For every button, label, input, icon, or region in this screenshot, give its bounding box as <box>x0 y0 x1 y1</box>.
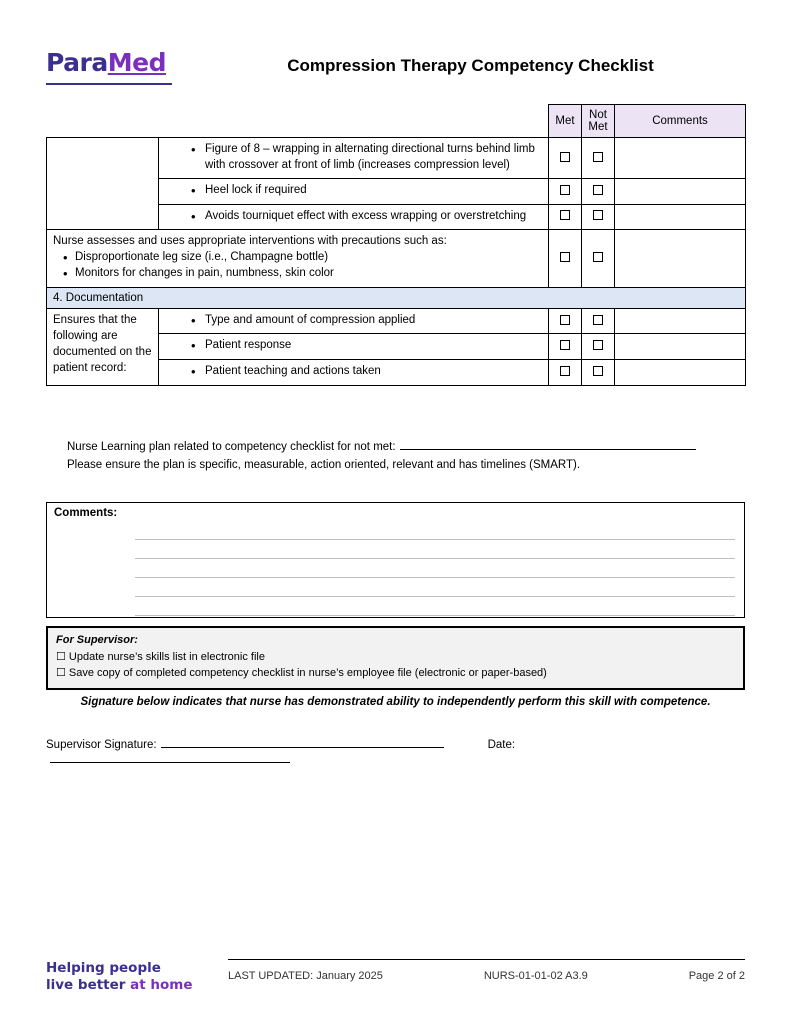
signature-statement: Signature below indicates that nurse has demonstrated ability to independently perform this skill with competence. <box>80 696 711 708</box>
checkbox-met-heel-lock[interactable] <box>549 179 582 205</box>
footer-doc-code: NURS-01-01-02 A3.9 <box>483 970 588 982</box>
header-spacer-b <box>159 105 549 138</box>
learning-plan-label: Nurse Learning plan related to competency checklist for not met: <box>67 441 396 453</box>
supervisor-box <box>46 626 745 690</box>
logo-text-med: Med <box>107 48 166 77</box>
checkbox-glyph[interactable] <box>593 152 603 162</box>
checkbox-met-figure-of-8[interactable] <box>549 138 582 179</box>
comments-box <box>46 502 745 618</box>
comments-cell-precautions[interactable] <box>615 230 746 288</box>
checkbox-not-met-figure-of-8[interactable] <box>582 138 615 179</box>
row-item-patient-teaching: • Patient teaching and actions taken <box>159 359 549 385</box>
checkbox-met-patient-response[interactable] <box>549 334 582 360</box>
comments-cell-patient-teaching[interactable] <box>615 359 746 385</box>
column-header-comments: Comments <box>615 105 746 138</box>
checkbox-glyph[interactable] <box>560 366 570 376</box>
checkbox-glyph[interactable] <box>593 185 603 195</box>
row-item-type-amount: • Type and amount of compression applied <box>159 308 549 334</box>
learning-plan-line-2: Please ensure the plan is specific, measurable, action oriented, relevant and has timelines (SMART). <box>67 458 581 471</box>
checkbox-not-met-heel-lock[interactable] <box>582 179 615 205</box>
footer-tagline-line-2b: at home <box>130 977 193 994</box>
checkbox-glyph[interactable] <box>593 252 603 262</box>
comments-box-label: Comments: <box>54 507 118 519</box>
checklist-table <box>46 104 746 386</box>
logo-text-para: Para <box>46 48 108 77</box>
table-row <box>47 308 746 334</box>
row-item-precautions: Nurse assesses and uses appropriate interventions with precautions such as: • Disproportionate leg size (i.e., Champagne bottle) • Monitors for changes in pain, numbness, skin color <box>47 230 549 288</box>
comments-cell-figure-of-8[interactable] <box>615 138 746 179</box>
table-row <box>47 230 746 288</box>
table-row <box>47 138 746 179</box>
row-item-tourniquet: • Avoids tourniquet effect with excess wrapping or overstretching <box>159 204 549 230</box>
date-label: Date: <box>487 739 516 751</box>
header-spacer-a <box>47 105 159 138</box>
row-item-figure-of-8: • Figure of 8 – wrapping in alternating directional turns behind limb with crossover at front of limb (increases compression level) <box>159 138 549 179</box>
checkbox-glyph[interactable] <box>560 252 570 262</box>
footer-tagline <box>46 960 193 994</box>
checkbox-glyph[interactable] <box>593 315 603 325</box>
date-input[interactable] <box>50 751 290 763</box>
checkbox-glyph[interactable] <box>560 185 570 195</box>
footer-last-updated: LAST UPDATED: January 2025 <box>228 970 383 982</box>
checklist-table-wrapper <box>46 104 745 386</box>
checkbox-met-tourniquet[interactable] <box>549 204 582 230</box>
precautions-lead-text: Nurse assesses and uses appropriate interventions with precautions such as: <box>53 235 447 248</box>
checkbox-met-precautions[interactable] <box>549 230 582 288</box>
checkbox-not-met-precautions[interactable] <box>582 230 615 288</box>
comments-line[interactable] <box>135 597 735 616</box>
comments-cell-patient-response[interactable] <box>615 334 746 360</box>
logo-underline <box>46 83 172 85</box>
learning-plan-section <box>67 438 747 475</box>
checkbox-glyph[interactable] <box>593 210 603 220</box>
page-header <box>46 40 745 90</box>
learning-plan-input[interactable] <box>400 438 696 450</box>
comments-cell-heel-lock[interactable] <box>615 179 746 205</box>
footer-meta <box>228 970 745 982</box>
section-heading-documentation: 4. Documentation <box>47 287 746 308</box>
checkbox-not-met-type-amount[interactable] <box>582 308 615 334</box>
supervisor-signature-input[interactable] <box>161 736 444 748</box>
footer-tagline-line-2 <box>46 977 193 994</box>
comments-line[interactable] <box>135 578 735 597</box>
signature-row <box>46 736 745 766</box>
column-header-met: Met <box>549 105 582 138</box>
footer-tagline-line-1: Helping people <box>46 960 161 977</box>
checkbox-not-met-patient-teaching[interactable] <box>582 359 615 385</box>
checkbox-glyph[interactable] <box>593 340 603 350</box>
comments-write-lines[interactable] <box>135 521 735 616</box>
learning-plan-line-1 <box>67 438 747 457</box>
checkbox-glyph[interactable] <box>560 210 570 220</box>
column-header-not-met: Not Met <box>582 105 615 138</box>
footer-divider <box>228 959 745 960</box>
row-item-patient-response: • Patient response <box>159 334 549 360</box>
checkbox-met-type-amount[interactable] <box>549 308 582 334</box>
checkbox-met-patient-teaching[interactable] <box>549 359 582 385</box>
checkbox-glyph[interactable] <box>560 315 570 325</box>
page-title: Compression Therapy Competency Checklist <box>287 56 654 75</box>
checkbox-not-met-patient-response[interactable] <box>582 334 615 360</box>
checkbox-glyph[interactable] <box>560 152 570 162</box>
footer-tagline-line-2a: live better <box>46 977 131 994</box>
supervisor-signature-label: Supervisor Signature: <box>46 739 157 751</box>
checkbox-not-met-tourniquet[interactable] <box>582 204 615 230</box>
checkbox-glyph[interactable] <box>560 340 570 350</box>
row-item-heel-lock: • Heel lock if required <box>159 179 549 205</box>
section-heading-row <box>47 287 746 308</box>
supervisor-checkbox-item-2[interactable]: ☐ Save copy of completed competency checklist in nurse’s employee file (electronic or paper-based) <box>56 667 547 679</box>
comments-cell-tourniquet[interactable] <box>615 204 746 230</box>
comments-line[interactable] <box>135 540 735 559</box>
footer-page-number: Page 2 of 2 <box>688 970 745 982</box>
checkbox-glyph[interactable] <box>593 366 603 376</box>
row-group-label-documentation: Ensures that the following are documented on the patient record: <box>47 308 159 385</box>
comments-cell-type-amount[interactable] <box>615 308 746 334</box>
table-header-row <box>47 105 746 138</box>
comments-line[interactable] <box>135 521 735 540</box>
comments-line[interactable] <box>135 559 735 578</box>
supervisor-checkbox-item-1[interactable]: ☐ Update nurse’s skills list in electronic file <box>56 650 265 663</box>
supervisor-box-title: For Supervisor: <box>56 634 138 646</box>
row-group-label-blank <box>47 138 159 230</box>
